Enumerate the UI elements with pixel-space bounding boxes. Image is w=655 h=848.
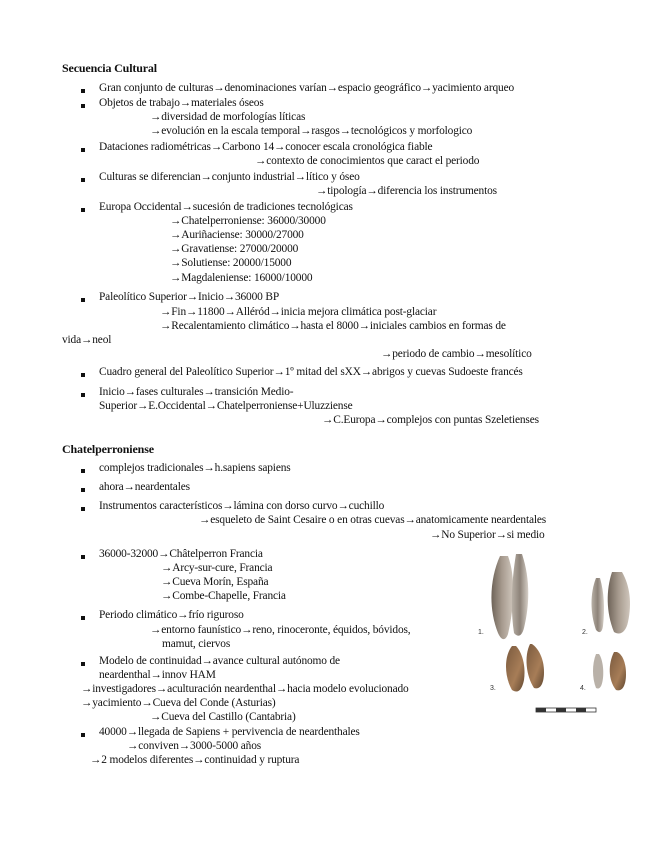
blade-tool-2b (608, 572, 630, 634)
text-line: →esqueleto de Saint Cesaire o en otras cuevas→anatomicamente neardentales (199, 514, 547, 526)
text-line: →investigadores→aculturación neardenthal→hacia modelo evolucionado (81, 683, 409, 695)
text-line: →entorno faunístico→reno, rinoceronte, équidos, bóvidos, (150, 624, 411, 636)
bullet (81, 148, 85, 152)
backed-knife-4b (610, 652, 626, 690)
text-line: →evolución en la escala temporal→rasgos→tecnológicos y morfologico (150, 125, 473, 137)
text-line: neardenthal→innov HAM (99, 669, 216, 681)
text-line: Modelo de continuidad→avance cultural autónomo de (99, 655, 340, 667)
blade-tool-1b (512, 554, 528, 636)
text-line: ahora→neardentales (99, 481, 190, 493)
text-line: →Magdaleniense: 16000/10000 (170, 272, 313, 284)
bullet (81, 393, 85, 397)
text-line: vida→neol (62, 334, 112, 346)
text-line: →Auriñaciense: 30000/27000 (170, 229, 304, 241)
bullet (81, 89, 85, 93)
text-line: →Arcy-sur-cure, Francia (161, 562, 273, 574)
text-line: →contexto de conocimientos que caract el periodo (255, 155, 480, 167)
blade-tool-2 (592, 578, 605, 632)
backed-knife-4a (593, 654, 603, 689)
figure-label-3: 3. (490, 685, 496, 692)
backed-knife-3b (527, 644, 544, 688)
text-line: 36000-32000→Châtelperron Francia (99, 548, 263, 560)
text-line: Periodo climático→frío riguroso (99, 609, 244, 621)
figure-label-1: 1. (478, 629, 484, 636)
figure-label-2: 2. (582, 629, 588, 636)
text-line: Cuadro general del Paleolítico Superior→1º mitad del sXX→abrigos y cuevas Sudoeste francés (99, 366, 523, 378)
text-line: Instrumentos característicos→lámina con dorso curvo→cuchillo (99, 500, 385, 512)
text-line: →C.Europa→complejos con puntas Szeletienses (322, 414, 539, 426)
text-line: mamut, ciervos (162, 638, 231, 650)
bullet (81, 555, 85, 559)
section-heading: Chatelperroniense (62, 442, 154, 456)
text-line: Europa Occidental→sucesión de tradiciones tecnológicas (99, 201, 353, 213)
text-line: →Chatelperroniense: 36000/30000 (170, 215, 326, 227)
bullet (81, 178, 85, 182)
text-line: →Recalentamiento climático→hasta el 8000→iniciales cambios en formas de (160, 320, 506, 332)
bullet (81, 616, 85, 620)
text-line: →2 modelos diferentes→continuidad y ruptura (90, 754, 300, 766)
text-line: →conviven→3000-5000 años (127, 740, 262, 752)
bullet (81, 507, 85, 511)
lithic-tools-figure (476, 548, 654, 718)
text-line: →periodo de cambio→mesolítico (381, 348, 532, 360)
figure-label-4: 4. (580, 685, 586, 692)
text-line: Objetos de trabajo→materiales óseos (99, 97, 264, 109)
text-line: complejos tradicionales→h.sapiens sapiens (99, 462, 291, 474)
text-line: 40000→llegada de Sapiens + pervivencia de neardenthales (99, 726, 360, 738)
bullet (81, 298, 85, 302)
text-line: Dataciones radiométricas→Carbono 14→conocer escala cronológica fiable (99, 141, 433, 153)
text-line: Inicio→fases culturales→transición Medio- (99, 386, 294, 398)
section-heading: Secuencia Cultural (62, 61, 157, 75)
bullet (81, 104, 85, 108)
bullet (81, 373, 85, 377)
text-line: →Combe-Chapelle, Francia (161, 590, 286, 602)
text-line: →Cueva Morín, España (161, 576, 269, 588)
text-line: Gran conjunto de culturas→denominaciones varían→espacio geográfico→yacimiento arqueo (99, 82, 515, 94)
bullet (81, 733, 85, 737)
text-line: →Cueva del Castillo (Cantabria) (150, 711, 296, 723)
text-line: Superior→E.Occidental→Chatelperroniense+Uluzziense (99, 400, 353, 412)
blade-tool-1 (491, 556, 513, 639)
text-line: Culturas se diferencian→conjunto industrial→lítico y óseo (99, 171, 360, 183)
text-line: →diversidad de morfologías líticas (150, 111, 306, 123)
text-line: →Solutiense: 20000/15000 (170, 257, 292, 269)
text-line: →yacimiento→Cueva del Conde (Asturias) (81, 697, 276, 709)
text-line: Paleolítico Superior→Inicio→36000 BP (99, 291, 279, 303)
bullet (81, 469, 85, 473)
bullet (81, 208, 85, 212)
text-line: →Gravatiense: 27000/20000 (170, 243, 299, 255)
text-line: →tipología→diferencia los instrumentos (316, 185, 497, 197)
bullet (81, 488, 85, 492)
text-line: →Fin→11800→Alléród→inicia mejora climática post-glaciar (160, 306, 437, 318)
bullet (81, 662, 85, 666)
backed-knife-3a (506, 646, 525, 692)
text-line: →No Superior→si medio (430, 529, 545, 541)
